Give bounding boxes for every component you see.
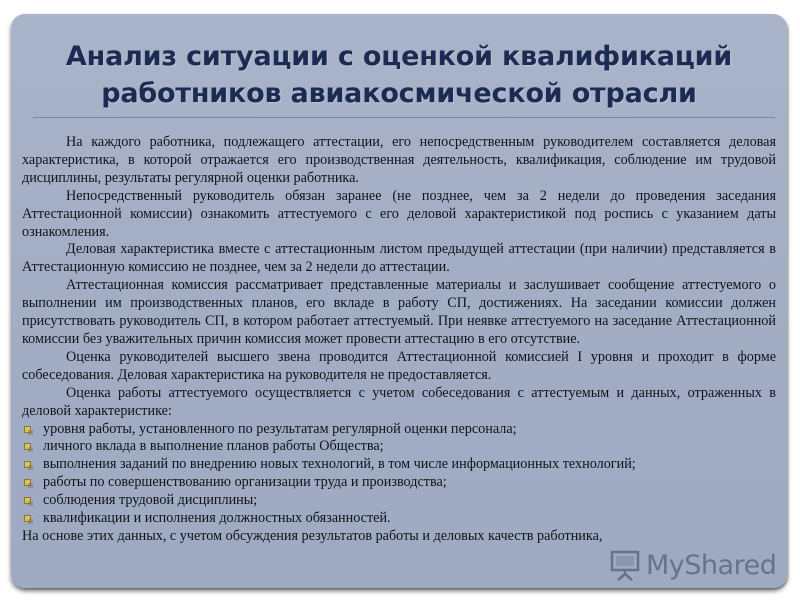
list-item-text: уровня работы, установленного по результатам регулярной оценки персонала; xyxy=(43,420,517,437)
list-item xyxy=(22,474,776,492)
square-bullet-icon xyxy=(24,515,31,522)
list-item xyxy=(22,456,776,474)
square-bullet-icon xyxy=(24,479,31,486)
watermark-text: MyShared xyxy=(646,549,777,581)
slide-title-line-2: работников авиакосмической отрасли xyxy=(101,78,697,109)
paragraph: На каждого работника, подлежащего аттестации, его непосредственным руководителем составляется деловая характеристика, в которой отражается его производственная деятельность, квалификация, соблюдение им трудовой дисциплины, результаты регулярной оценки работника. xyxy=(22,134,776,186)
paragraph: Оценка работы аттестуемого осуществляется с учетом собеседования с аттестуемым и данных, отраженных в деловой характеристике: xyxy=(22,384,776,419)
square-bullet-icon xyxy=(24,443,31,450)
list-item xyxy=(22,492,776,510)
square-bullet-icon xyxy=(24,497,31,504)
list-item-text: соблюдения трудовой дисциплины; xyxy=(43,492,258,509)
list-item-text: личного вклада в выполнение планов работы Общества; xyxy=(43,438,384,455)
criteria-list xyxy=(22,421,776,528)
square-bullet-icon xyxy=(24,461,31,468)
slide-body xyxy=(22,134,776,546)
list-item xyxy=(22,438,776,456)
paragraph: Непосредственный руководитель обязан заранее (не позднее, чем за 2 недели до проведения заседания Аттестационной комиссии) ознакомить аттестуемого с его деловой характеристикой под роспись с указанием даты ознакомления. xyxy=(22,187,776,240)
paragraph: Аттестационная комиссия рассматривает представленные материалы и заслушивает сообщение аттестуемого о выполнении им производственных планов, его вкладе в работу СП, достижениях. На заседании комиссии должен присутствовать руководитель СП, в котором работает аттестуемый. При неявке аттестуемого на заседание Аттестационной комиссии без уважительных причин комиссия может провести аттестацию в его отсутствие. xyxy=(22,277,776,347)
presentation-board-icon xyxy=(610,549,640,581)
slide-title-line-1: Анализ ситуации с оценкой квалификаций xyxy=(65,41,733,72)
list-item-text: работы по совершенствованию организации труда и производства; xyxy=(43,474,447,491)
title-divider xyxy=(33,117,775,118)
paragraph: Деловая характеристика вместе с аттестационным листом предыдущей аттестации (при наличии) представляется в Аттестационную комиссию не позднее, чем за 2 недели до аттестации. xyxy=(22,241,776,276)
slide-title xyxy=(31,38,767,112)
paragraph: Оценка руководителей высшего звена проводится Аттестационной комиссией I уровня и проходит в форме собеседования. Деловая характеристика на руководителя не предоставляется. xyxy=(22,348,776,383)
square-bullet-icon xyxy=(24,426,31,433)
list-item-text: квалификации и исполнения должностных обязанностей. xyxy=(43,510,391,527)
list-item xyxy=(22,510,776,528)
slide xyxy=(11,14,787,588)
list-item-text: выполнения заданий по внедрению новых технологий, в том числе информационных технологий; xyxy=(43,456,636,473)
closing-text: На основе этих данных, с учетом обсуждения результатов работы и деловых качеств работника, xyxy=(22,527,603,544)
list-item xyxy=(22,421,776,439)
watermark xyxy=(610,547,776,583)
